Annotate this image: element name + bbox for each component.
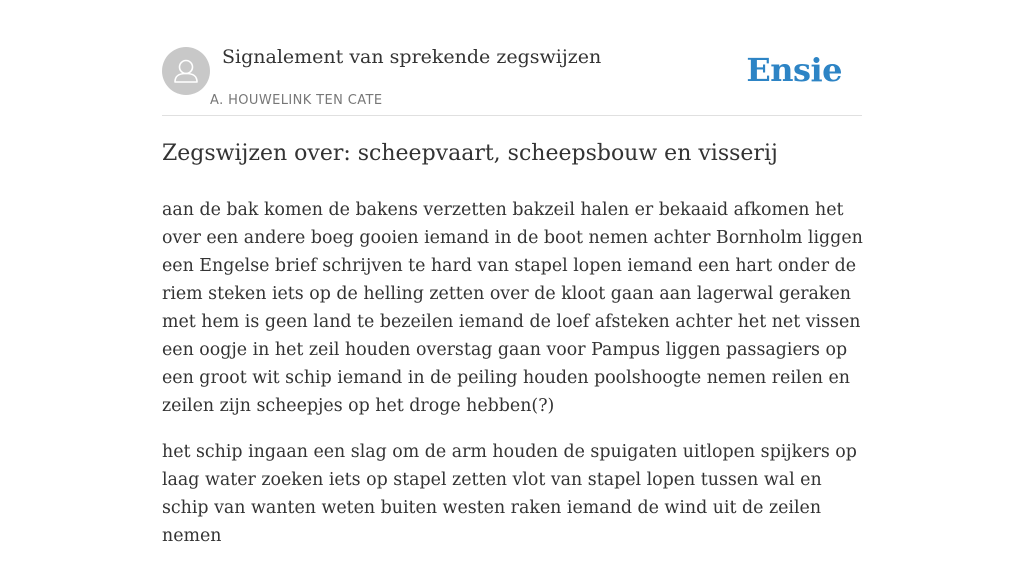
publication-title[interactable]: Signalement van sprekende zegswijzen [222, 46, 602, 68]
article [162, 138, 864, 568]
article-paragraph: het schip ingaan een slag om de arm houden de spuigaten uitlopen spijkers op laag water zoeken iets op stapel zetten vlot van stapel lopen tussen wal en schip van wanten weten buiten westen raken iemand de wind uit de zeilen nemen [162, 442, 857, 546]
author-name[interactable]: A. HOUWELINK TEN CATE [210, 93, 383, 108]
author-avatar[interactable] [162, 47, 210, 95]
article-title: Zegswijzen over: scheepvaart, scheepsbouw en visserij [162, 141, 778, 166]
ensie-logo[interactable]: Ensie [746, 51, 842, 89]
header [162, 44, 862, 116]
article-paragraph: aan de bak komen de bakens verzetten bakzeil halen er bekaaid afkomen het over een andere boeg gooien iemand in de boot nemen achter Bornholm liggen een Engelse brief schrijven te hard van stapel lopen iemand een hart onder de riem steken iets op de helling zetten over de kloot gaan aan lagerwal geraken met hem is geen land te bezeilen iemand de loef afsteken achter het net vissen een oogje in het zeil houden overstag gaan voor Pampus liggen passagiers op een groot wit schip iemand in de peiling houden poolshoogte nemen reilen en zeilen zijn scheepjes op het droge hebben(?) [162, 200, 863, 416]
header-divider [162, 115, 862, 116]
user-silhouette-icon [162, 47, 210, 95]
